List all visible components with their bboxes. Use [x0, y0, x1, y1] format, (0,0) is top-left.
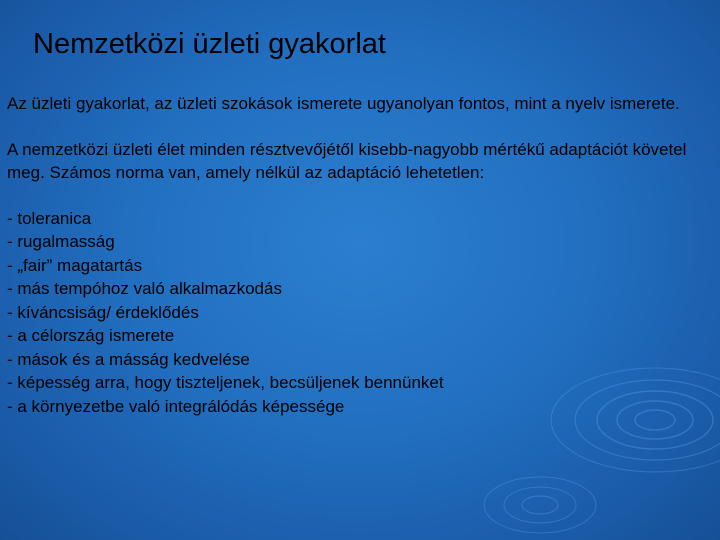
- list-item: - a környezetbe való integrálódás képessége: [7, 396, 345, 416]
- list-item: - a célország ismerete: [7, 326, 175, 345]
- list-item: - rugalmasság: [7, 232, 115, 251]
- adaptation-paragraph: A nemzetközi üzleti élet minden résztvevőjétől kisebb-nagyobb mértékű adaptációt követel meg. Számos norma van, amely nélkül az adaptáció lehetetlen:: [7, 139, 687, 182]
- norms-list: [7, 207, 712, 419]
- list-item: - más tempóhoz való alkalmazkodás: [7, 279, 282, 298]
- slide-title: Nemzetközi üzleti gyakorlat: [33, 28, 386, 60]
- list-item: - toleranica: [7, 208, 92, 228]
- list-item: - kíváncsiság/ érdeklődés: [7, 302, 199, 322]
- list-item: - mások és a másság kedvelése: [7, 349, 250, 369]
- list-item: - „fair” magatartás: [7, 255, 143, 275]
- intro-paragraph: Az üzleti gyakorlat, az üzleti szokások ismerete ugyanolyan fontos, mint a nyelv ismerete.: [7, 94, 680, 113]
- list-item: - képesség arra, hogy tiszteljenek, becsüljenek bennünket: [7, 373, 444, 392]
- slide-body: [7, 92, 712, 418]
